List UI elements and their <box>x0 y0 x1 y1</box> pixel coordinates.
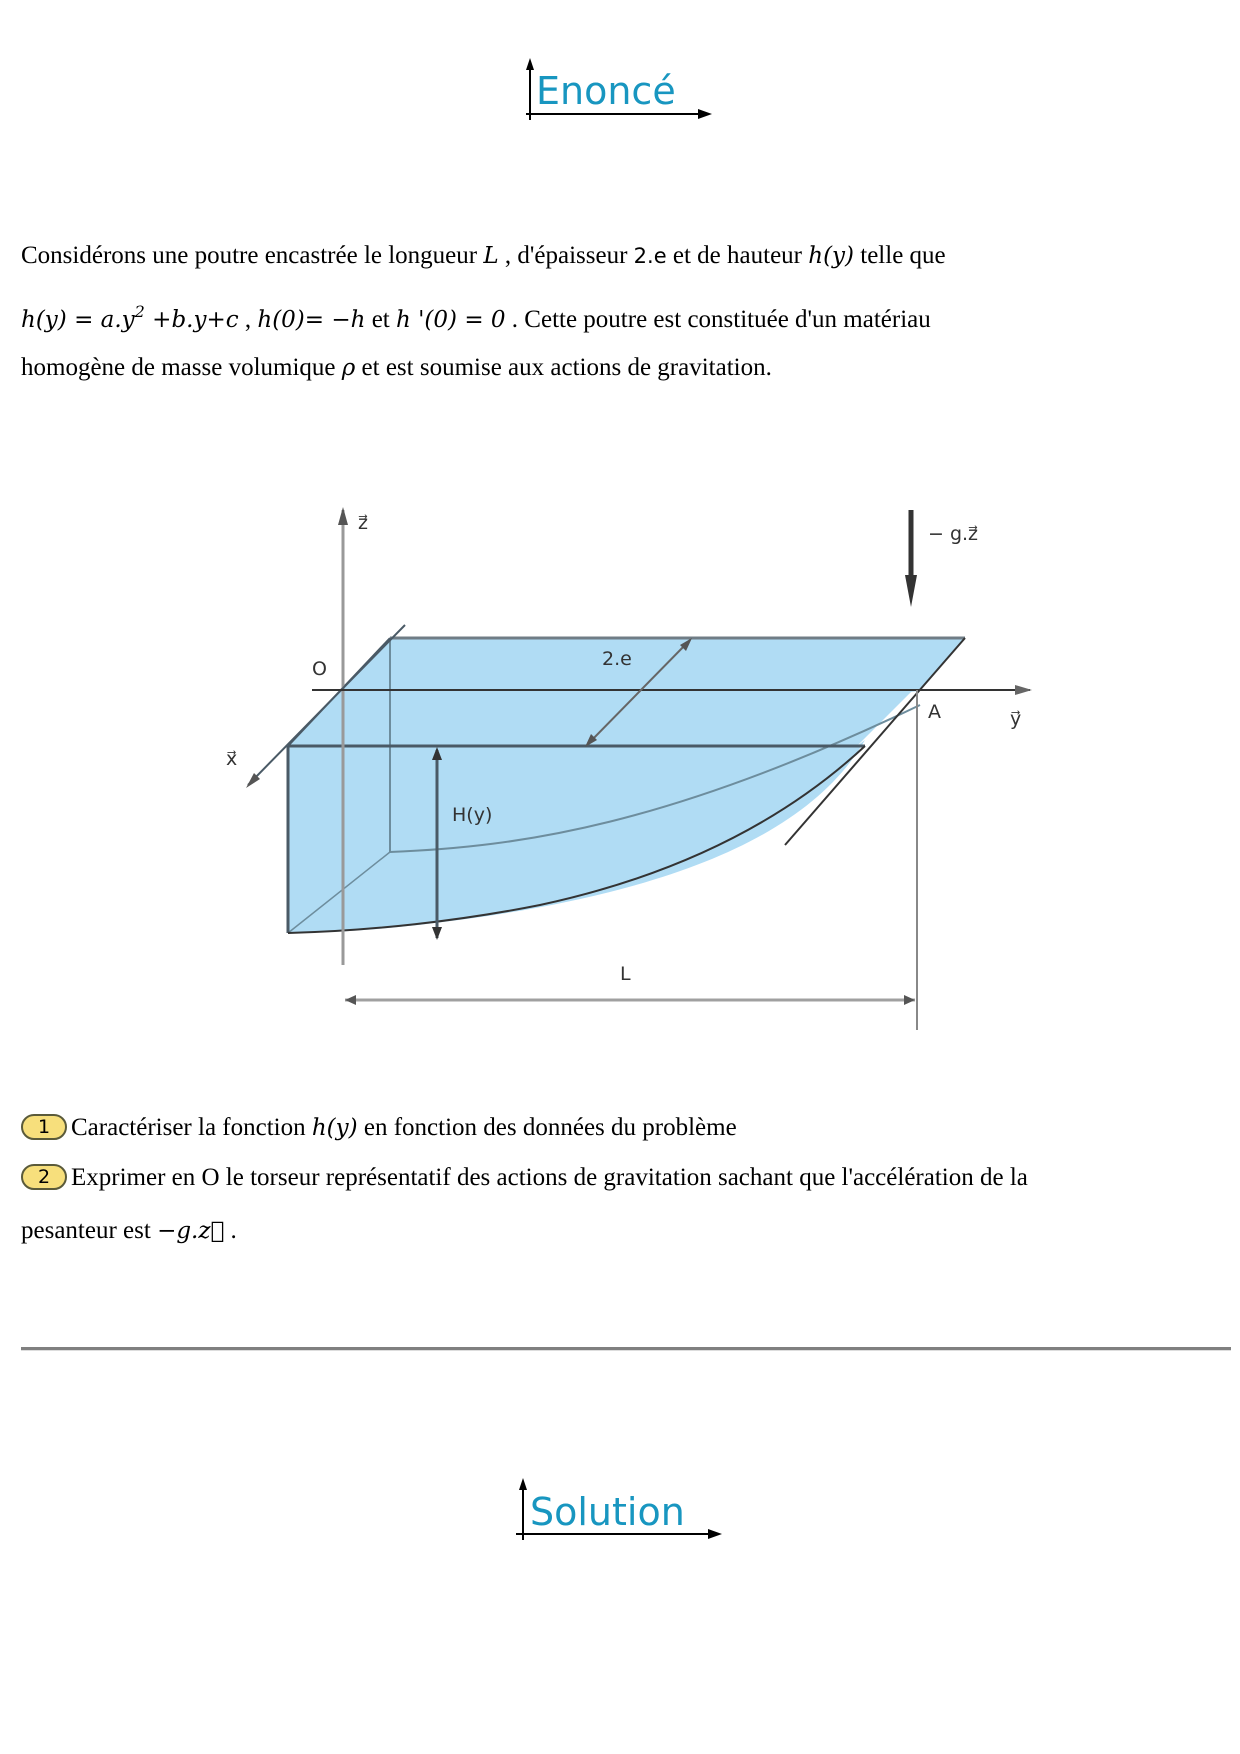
origin-label: O <box>312 658 327 680</box>
math-hy: h(y) <box>808 243 855 269</box>
math-hy-def: h(y) = a.y <box>21 307 135 333</box>
enonce-heading <box>526 58 716 123</box>
z-axis-label: z⃗ <box>358 512 368 534</box>
math-2e: 2.e <box>633 244 667 268</box>
point-a-label: A <box>928 701 941 723</box>
beam-figure <box>220 495 1060 1050</box>
solution-heading <box>516 1478 726 1543</box>
math-L: L <box>483 243 499 269</box>
intro-line-2: $h(y) = a.y^2 +b.y+c$ , h(0)= −h et h '(0) = 0 . Cette poutre est constituée d'un matériau <box>21 302 931 333</box>
beam-diagram <box>220 495 1060 1045</box>
gravity-label: − g.z⃗ <box>928 523 979 545</box>
section-divider <box>21 1347 1231 1351</box>
solution-title: Solution <box>530 1490 685 1534</box>
question-number-badge: 1 <box>21 1114 67 1140</box>
math-h0: h(0)= −h <box>257 307 366 333</box>
intro-line-3: homogène de masse volumique ρ et est soumise aux actions de gravitation. <box>21 354 772 381</box>
y-axis-label: y⃗ <box>1010 708 1022 730</box>
x-axis-label: x⃗ <box>226 748 238 770</box>
question-1: 1 Caractériser la fonction h(y) en fonction des données du problème <box>21 1113 737 1143</box>
math-rho: ρ <box>341 355 356 381</box>
length-label: L <box>620 963 631 985</box>
question-2-cont: pesanteur est −g.z⃗ . <box>21 1217 237 1244</box>
intro-line-1: Considérons une poutre encastrée le longueur L , d'épaisseur 2.e et de hauteur h(y) telle que <box>21 242 946 269</box>
math-minus-gz: −g.z⃗ <box>157 1218 225 1244</box>
math-hprime0: h '(0) = 0 <box>395 307 506 333</box>
question-number-badge: 2 <box>21 1164 67 1190</box>
enonce-title: Enoncé <box>536 69 676 113</box>
question-2: 2 Exprimer en O le torseur représentatif des actions de gravitation sachant que l'accélération de la <box>21 1163 1028 1193</box>
math-hy: h(y) <box>311 1115 358 1141</box>
height-label: H(y) <box>452 804 493 826</box>
thickness-label: 2.e <box>602 648 632 670</box>
